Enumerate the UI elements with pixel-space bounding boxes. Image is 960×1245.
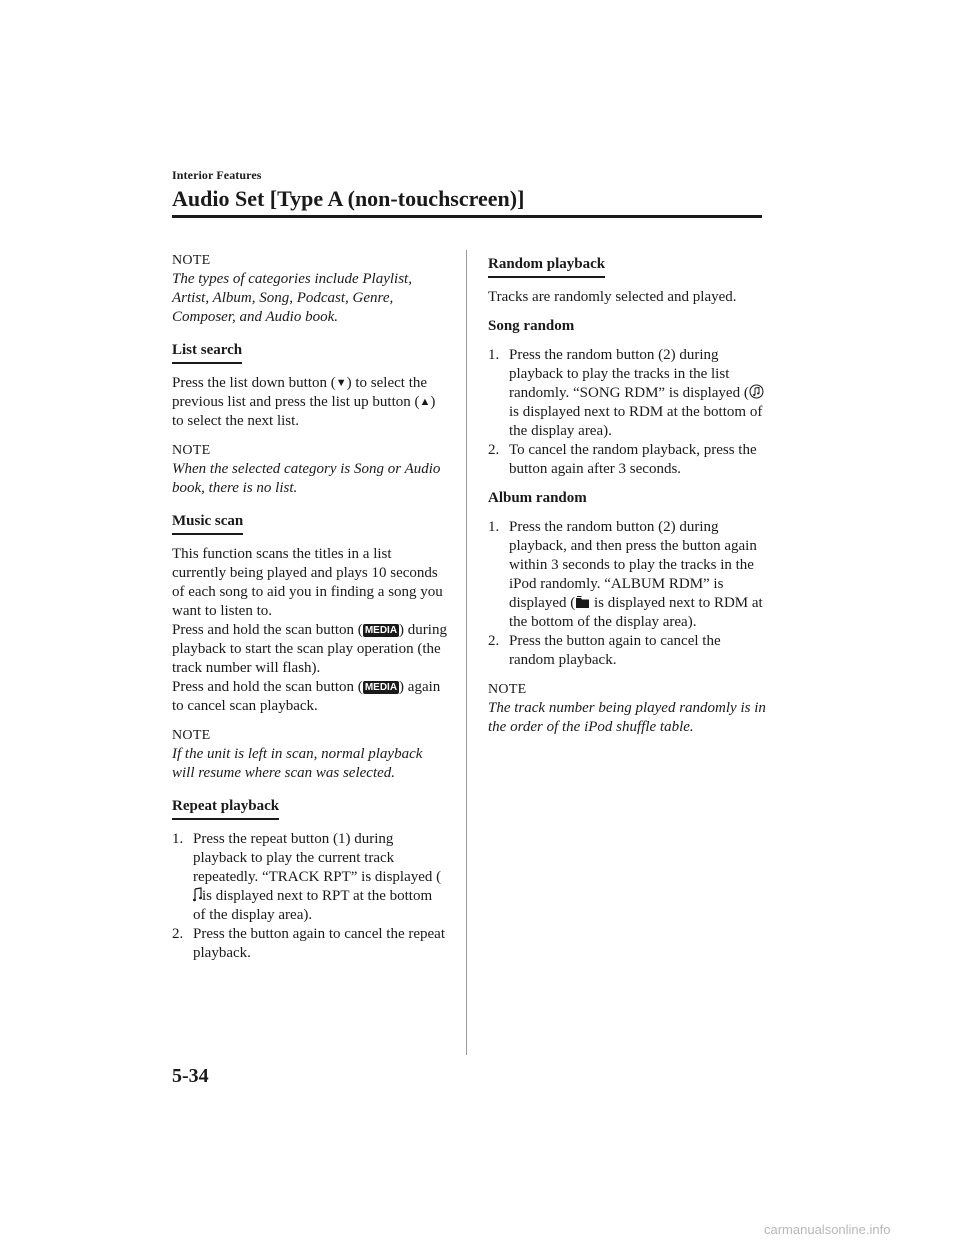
text-fragment: ) to select the previous list and press the list up button ( <box>172 375 428 410</box>
song-random-heading: Song random <box>488 318 575 334</box>
note-label: NOTE <box>172 728 211 743</box>
list-item <box>488 441 766 479</box>
repeat-steps <box>172 830 447 963</box>
step-number: 2. <box>488 442 500 458</box>
list-item <box>488 632 766 670</box>
shuffle-note-icon <box>749 384 764 399</box>
music-scan-heading: Music scan <box>172 512 243 535</box>
text-fragment: Press the random button (2) during playback, and then press the button again within 3 seconds to play the tracks in the iPod randomly. “ALBUM RDM” is displayed ( <box>509 519 757 611</box>
text-fragment: Press and hold the scan button ( <box>172 622 363 638</box>
text-fragment: Press the button again to cancel the random playback. <box>509 633 721 668</box>
note-text: When the selected category is Song or Audio book, there is no list. <box>172 461 441 496</box>
music-scan-text <box>172 545 447 716</box>
step-number: 2. <box>172 926 184 942</box>
text-fragment: Press the list down button ( <box>172 375 336 391</box>
note-label: NOTE <box>172 443 211 458</box>
text-fragment: Press and hold the scan button ( <box>172 679 363 695</box>
media-button-icon: MEDIA <box>364 682 398 693</box>
song-random-steps <box>488 346 766 479</box>
paragraph: This function scans the titles in a list currently being played and plays 10 seconds of each song to aid you in finding a song you want to listen to. <box>172 546 443 619</box>
list-item <box>172 925 447 963</box>
text-fragment: Press the repeat button (1) during playback to play the current track repeatedly. “TRACK RPT” is displayed ( <box>193 831 442 885</box>
note-label: NOTE <box>488 682 527 697</box>
note-text: If the unit is left in scan, normal playback will resume where scan was selected. <box>172 746 423 781</box>
step-number: 1. <box>488 519 500 535</box>
text-fragment: is displayed next to RDM at the bottom of the display area). <box>509 404 763 439</box>
watermark: carmanualsonline.info <box>764 1222 891 1237</box>
list-search-heading: List search <box>172 341 242 364</box>
text-fragment: Press the button again to cancel the repeat playback. <box>193 926 445 961</box>
paragraph <box>172 678 447 716</box>
up-arrow-icon: ▲ <box>419 396 431 408</box>
paragraph <box>172 621 447 678</box>
list-search-text <box>172 374 447 431</box>
random-heading: Random playback <box>488 255 605 278</box>
page-number: 5-34 <box>172 1065 209 1087</box>
text-fragment: ) to select the next list. <box>172 394 436 429</box>
list-item <box>172 830 447 925</box>
text-fragment: Press the random button (2) during playback to play the tracks in the list randomly. “SONG RDM” is displayed ( <box>509 347 749 401</box>
note-label: NOTE <box>172 253 211 268</box>
text-fragment: To cancel the random playback, press the button again after 3 seconds. <box>509 442 757 477</box>
title-rule <box>172 215 762 218</box>
step-number: 1. <box>172 831 184 847</box>
down-arrow-icon: ▼ <box>335 377 347 389</box>
list-item <box>488 346 766 441</box>
list-item <box>488 518 766 632</box>
step-number: 1. <box>488 347 500 363</box>
album-random-heading: Album random <box>488 490 587 506</box>
media-button-icon: MEDIA <box>364 625 398 636</box>
page-title: Audio Set [Type A (non-touchscreen)] <box>172 186 525 211</box>
column-divider <box>466 250 467 1055</box>
folder-icon <box>575 595 590 609</box>
album-random-steps <box>488 518 766 670</box>
note-text: The types of categories include Playlist, Artist, Album, Song, Podcast, Genre, Composer, and Audio book. <box>172 271 412 325</box>
text-fragment: ) again to cancel scan playback. <box>172 679 441 714</box>
section-label: Interior Features <box>172 168 262 182</box>
right-column <box>488 251 766 747</box>
step-number: 2. <box>488 633 500 649</box>
repeat-heading: Repeat playback <box>172 797 279 820</box>
random-intro: Tracks are randomly selected and played. <box>488 289 737 305</box>
text-fragment: is displayed next to RPT at the bottom of the display area). <box>193 888 433 923</box>
note-text: The track number being played randomly is in the order of the iPod shuffle table. <box>488 700 766 735</box>
left-column <box>172 251 447 973</box>
music-note-icon <box>193 887 202 902</box>
text-fragment: ) during playback to start the scan play operation (the track number will flash). <box>172 622 447 676</box>
text-fragment: is displayed next to RDM at the bottom of the display area). <box>509 595 763 630</box>
